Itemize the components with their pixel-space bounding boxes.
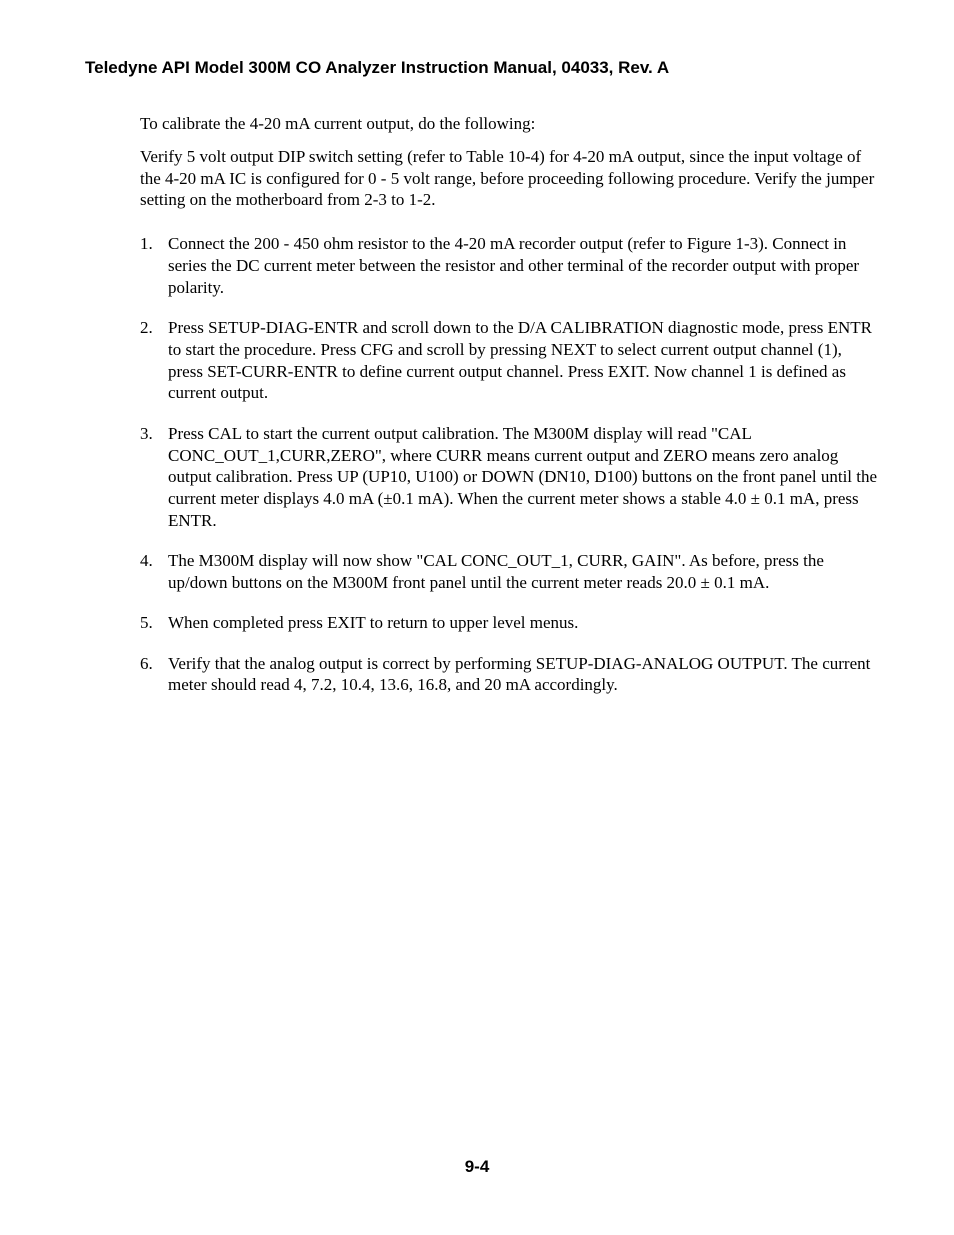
procedure-step: [140, 423, 880, 532]
step-text: Connect the 200 - 450 ohm resistor to the 4-20 mA recorder output (refer to Figure 1-3). Connect in series the DC current meter between the resistor and other terminal of the recorder output with proper polarity.: [168, 234, 860, 297]
procedure-step: [140, 550, 880, 594]
step-text: When completed press EXIT to return to upper level menus.: [168, 613, 579, 633]
step-number: 4.: [140, 551, 153, 571]
page-number: 9-4: [464, 1157, 490, 1176]
step-number: 2.: [140, 318, 153, 338]
procedure-step: [140, 653, 880, 697]
step-number: 1.: [140, 234, 153, 254]
verify-paragraph: Verify 5 volt output DIP switch setting (refer to Table 10-4) for 4-20 mA output, since the input voltage of the 4-20 mA IC is configured for 0 - 5 volt range, before proceeding following procedure. Verify the jumper setting on the motherboard from 2-3 to 1-2.: [140, 146, 875, 210]
step-number: 6.: [140, 653, 153, 673]
procedure-step: [140, 233, 880, 298]
document-body: [140, 113, 880, 715]
step-number: 3.: [140, 423, 153, 443]
step-text: Press SETUP-DIAG-ENTR and scroll down to the D/A CALIBRATION diagnostic mode, press ENTR to start the procedure. Press CFG and scroll by pressing NEXT to select current output channel (1), press SET-CURR-ENTR to define current output channel. Press EXIT. Now channel 1 is defined as current output.: [168, 318, 873, 403]
procedure-step: [140, 317, 880, 404]
step-text: Press CAL to start the current output calibration. The M300M display will read "CAL CONC_OUT_1,CURR,ZERO", where CURR means current output and ZERO means zero analog output calibration. Press UP (UP10, U100) or DOWN (DN10, D100) buttons on the front panel until the current meter displays 4.0 mA (±0.1 mA). When the current meter shows a stable 4.0 ± 0.1 mA, press ENTR.: [168, 423, 878, 530]
step-text: Verify that the analog output is correct by performing SETUP-DIAG-ANALOG OUTPUT. The current meter should read 4, 7.2, 10.4, 13.6, 16.8, and 20 mA accordingly.: [168, 653, 871, 695]
procedure-step: [140, 612, 880, 634]
step-text: The M300M display will now show "CAL CONC_OUT_1, CURR, GAIN". As before, press the up/down buttons on the M300M front panel until the current meter reads 20.0 ± 0.1 mA.: [168, 551, 824, 593]
step-number: 5.: [140, 613, 153, 633]
intro-paragraph: To calibrate the 4-20 mA current output, do the following:: [140, 114, 536, 133]
procedure-steps-list: [140, 233, 880, 696]
document-header: Teledyne API Model 300M CO Analyzer Instruction Manual, 04033, Rev. A: [85, 58, 670, 77]
